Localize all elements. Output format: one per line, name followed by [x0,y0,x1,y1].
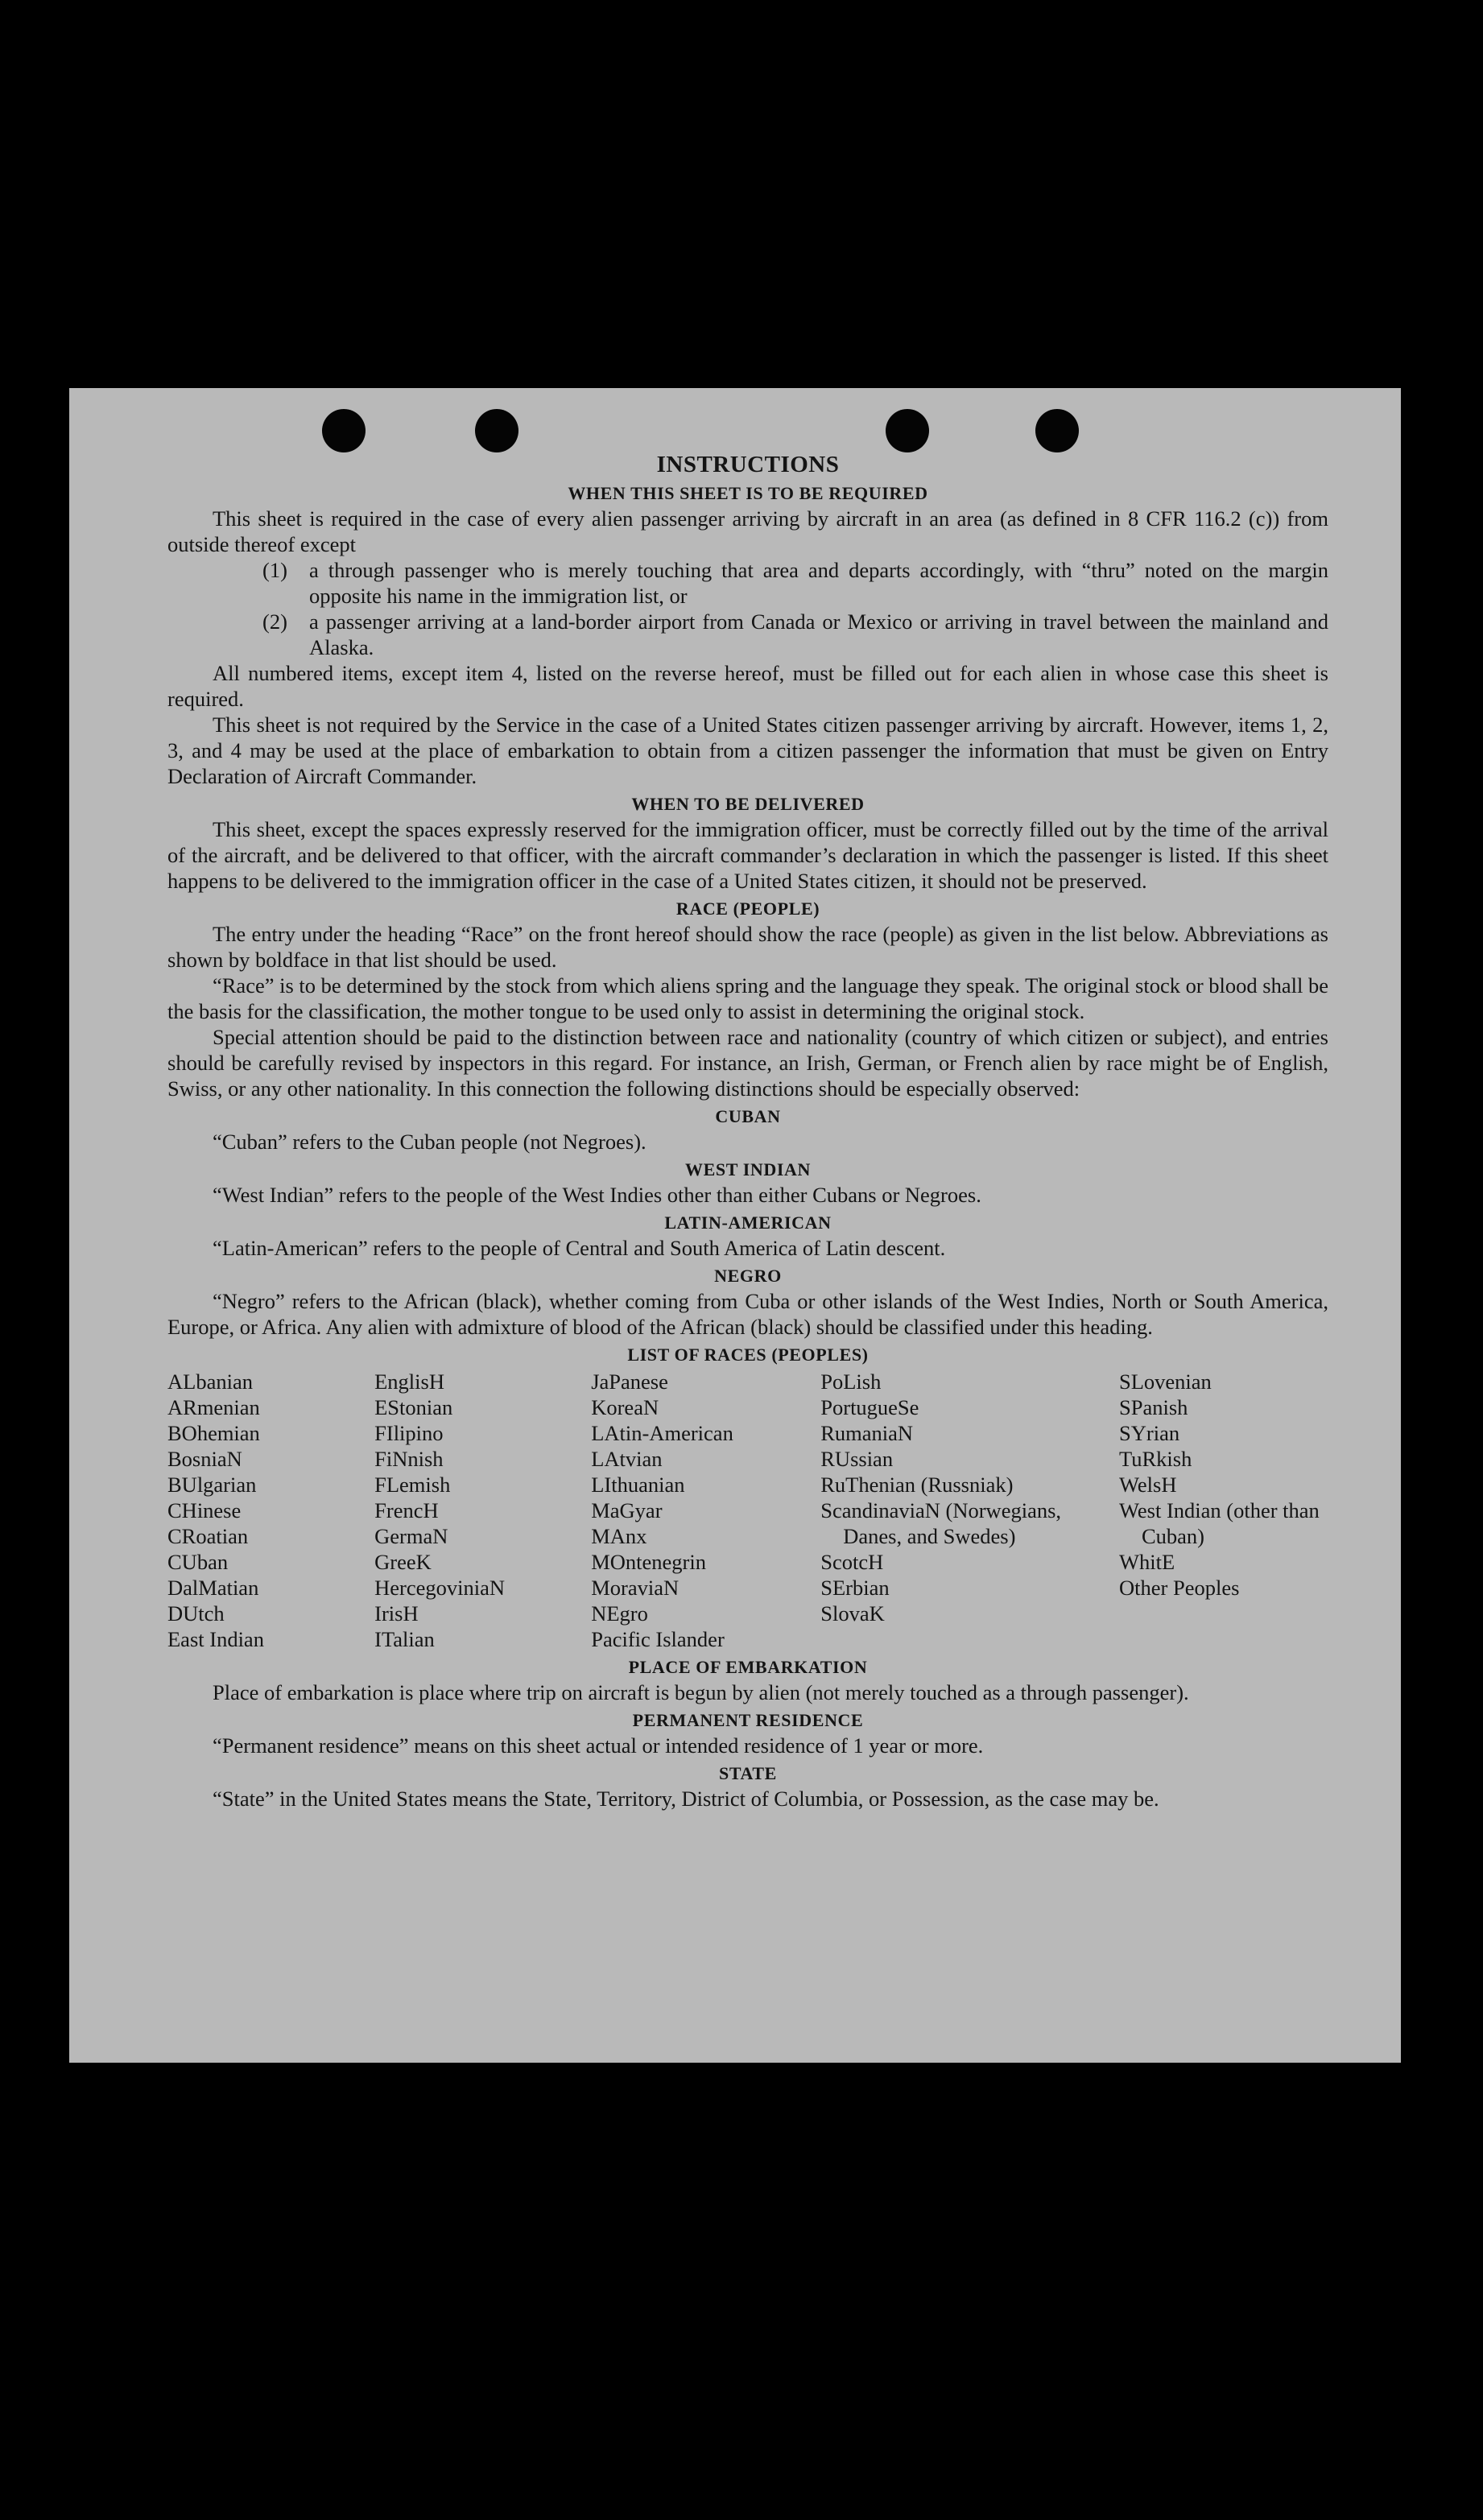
race-item: GreeK [374,1550,432,1574]
item-number: (1) [262,558,287,582]
race-column [167,1369,374,1652]
race-item: Pacific Islander [591,1627,725,1651]
race-item: DalMatian [167,1576,259,1600]
race-item: East Indian [167,1627,264,1651]
paragraph: Special attention should be paid to the distinction between race and nationality (country of which citizen or subject), and entries should be carefully revised by inspectors in this regard. For instance, an Irish, German, or French alien by race might be of English, Swiss, or any other nationality. In this connection the following distinctions should be especially observed: [167,1025,1328,1101]
race-item: HercegoviniaN [374,1576,505,1600]
section-heading-when-required: WHEN THIS SHEET IS TO BE REQUIRED [568,483,928,503]
race-item: CUban [167,1550,229,1574]
paragraph: “Negro” refers to the African (black), whether coming from Cuba or other islands of the West Indies, North or South America, Europe, or Africa. Any alien with admixture of blood of the African (black) should be classified under this heading. [167,1289,1328,1339]
race-item: IrisH [374,1601,419,1626]
race-item: KoreaN [591,1395,659,1419]
race-item: GermaN [374,1524,448,1548]
race-item: FiNnish [374,1447,444,1471]
race-item: SLovenian [1119,1369,1212,1394]
race-item: WhitE [1119,1550,1175,1574]
section-heading-permanent-residence: PERMANENT RESIDENCE [632,1710,864,1730]
race-column [591,1369,820,1652]
race-item: West Indian (other than Cuban) [1119,1498,1320,1548]
race-item: MOntenegrin [591,1550,706,1574]
race-item: FIlipino [374,1421,444,1445]
paragraph: “Cuban” refers to the Cuban people (not Negroes). [213,1130,646,1154]
race-item: ScandinaviaN (Norwegians, Danes, and Swedes) [820,1498,1062,1548]
race-item: PoLish [820,1369,882,1394]
paragraph: All numbered items, except item 4, listed on the reverse hereof, must be filled out for each alien in whose case this sheet is required. [167,661,1328,711]
punch-hole [1035,409,1079,452]
paragraph: Place of embarkation is place where trip on aircraft is begun by alien (not merely touched as a through passenger). [213,1680,1189,1704]
race-item: PortugueSe [820,1395,919,1419]
race-item: LAtvian [591,1447,663,1471]
race-item: ITalian [374,1627,435,1651]
race-item: Other Peoples [1119,1576,1240,1600]
paragraph: This sheet, except the spaces expressly reserved for the immigration officer, must be correctly filled out by the time of the arrival of the aircraft, and be delivered to that officer, with the aircraft commander’s declaration in which the passenger is listed. If this sheet happens to be delivered to the immigration officer in the case of a United States citizen, it should not be preserved. [167,817,1328,893]
race-item: BosniaN [167,1447,242,1471]
punch-hole [475,409,518,452]
race-item: SErbian [820,1576,890,1600]
race-item: MoraviaN [591,1576,680,1600]
race-column [820,1369,1119,1652]
paragraph: “Race” is to be determined by the stock from which aliens spring and the language they speak. The original stock or blood shall be the basis for the classification, the mother tongue to be used only to assist in determining the original stock. [167,973,1328,1023]
race-column [1119,1369,1328,1652]
race-item: RUssian [820,1447,894,1471]
exception-item [167,557,1328,609]
race-item: CHinese [167,1498,242,1522]
race-item: BOhemian [167,1421,260,1445]
section-heading-when-delivered: WHEN TO BE DELIVERED [631,794,865,814]
race-item: ALbanian [167,1369,253,1394]
section-heading-state: STATE [719,1763,777,1783]
race-item: FrencH [374,1498,439,1522]
race-item: BUlgarian [167,1473,257,1497]
paragraph: “Permanent residence” means on this sheet actual or intended residence of 1 year or more. [213,1733,984,1758]
item-text: a through passenger who is merely touching that area and departs accordingly, with “thru” noted on the margin opposite his name in the immigration list, or [309,558,1328,608]
race-item: JaPanese [591,1369,668,1394]
punch-hole [322,409,366,452]
race-item: SYrian [1119,1421,1180,1445]
paragraph: “Latin-American” refers to the people of Central and South America of Latin descent. [213,1236,946,1260]
section-heading-place-of-embarkation: PLACE OF EMBARKATION [628,1657,868,1677]
section-heading-west-indian: WEST INDIAN [685,1159,811,1179]
race-list [167,1369,1328,1652]
exception-item [167,609,1328,660]
race-item: EnglisH [374,1369,444,1394]
race-item: CRoatian [167,1524,249,1548]
item-number: (2) [262,609,287,634]
race-item: TuRkish [1119,1447,1192,1471]
paragraph: This sheet is required in the case of every alien passenger arriving by aircraft in an area (as defined in 8 CFR 116.2 (c)) from outside thereof except [167,506,1328,556]
race-item: ScotcH [820,1550,884,1574]
section-heading-race: RACE (PEOPLE) [675,899,820,919]
race-item: FLemish [374,1473,451,1497]
paragraph: The entry under the heading “Race” on the front hereof should show the race (people) as given in the list below. Abbreviations as shown by boldface in that list should be used. [167,922,1328,972]
race-item: WelsH [1119,1473,1177,1497]
race-column [374,1369,591,1652]
section-heading-negro: NEGRO [714,1266,782,1286]
section-heading-list-of-races: LIST OF RACES (PEOPLES) [627,1345,869,1365]
instruction-sheet [69,388,1401,2063]
race-item: SPanish [1119,1395,1188,1419]
race-item: ARmenian [167,1395,260,1419]
race-item: RumaniaN [820,1421,914,1445]
race-item: MAnx [591,1524,647,1548]
document-title: INSTRUCTIONS [656,452,840,477]
race-item: RuThenian (Russniak) [820,1473,1014,1497]
section-heading-cuban: CUBAN [715,1106,781,1126]
paragraph: This sheet is not required by the Service in the case of a United States citizen passenger arriving by aircraft. However, items 1, 2, 3, and 4 may be used at the place of embarkation to obtain from a citizen passenger the information that must be given on Entry Declaration of Aircraft Commander. [167,713,1328,788]
paragraph: “State” in the United States means the State, Territory, District of Columbia, or Possession, as the case may be. [213,1787,1159,1811]
item-text: a passenger arriving at a land-border airport from Canada or Mexico or arriving in travel between the mainland and Alaska. [309,609,1328,659]
race-item: NEgro [591,1601,648,1626]
race-item: LAtin-American [591,1421,733,1445]
race-item: SlovaK [820,1601,885,1626]
race-item: DUtch [167,1601,225,1626]
race-item: MaGyar [591,1498,663,1522]
section-heading-latin-american: LATIN-AMERICAN [664,1212,832,1233]
paragraph: “West Indian” refers to the people of the West Indies other than either Cubans or Negroes. [213,1183,981,1207]
punch-hole [886,409,929,452]
race-item: LIthuanian [591,1473,685,1497]
race-item: EStonian [374,1395,453,1419]
